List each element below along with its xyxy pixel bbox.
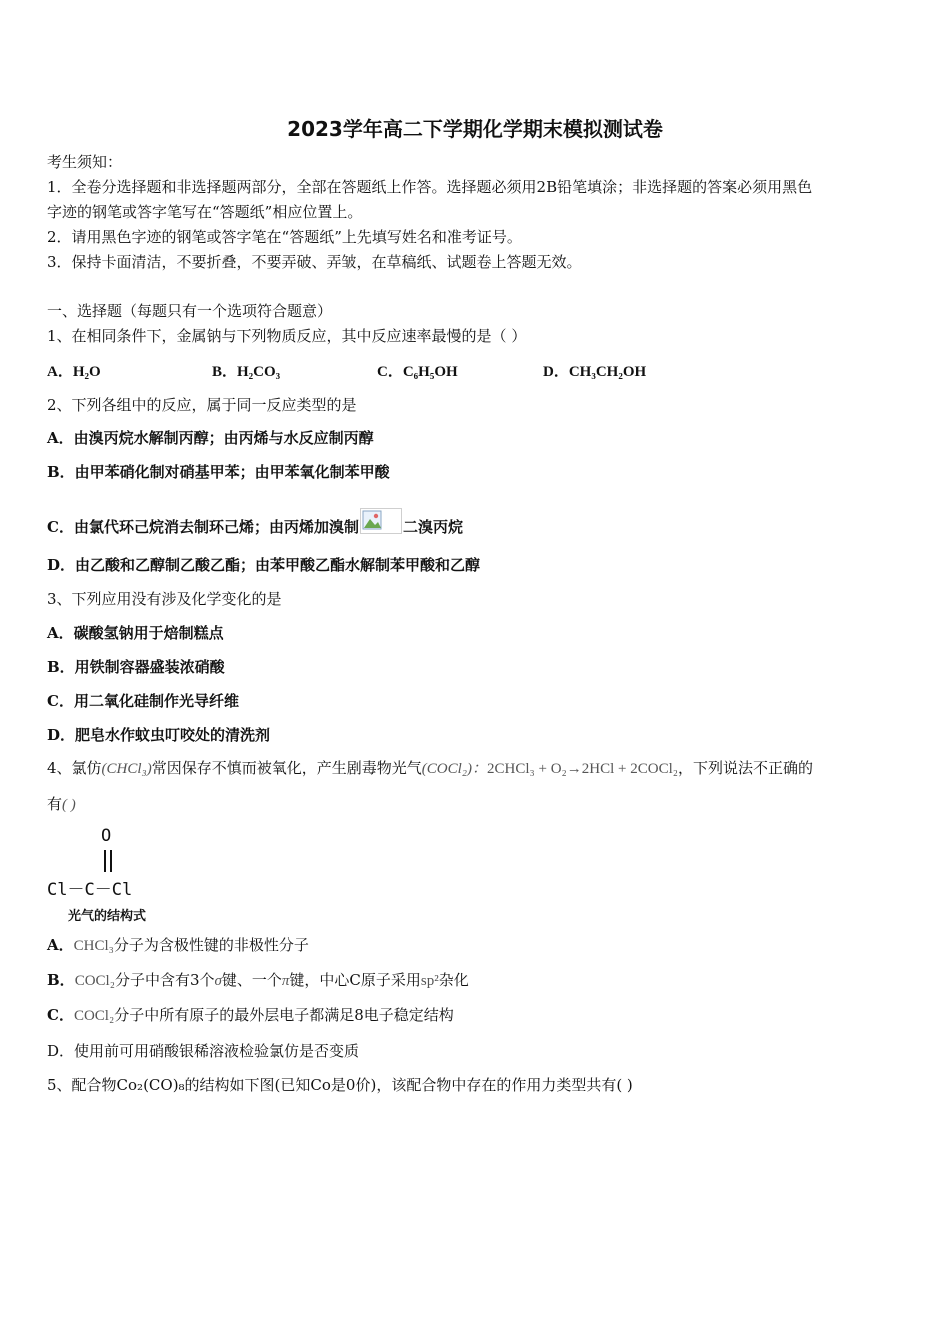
q1-option-b: B．H₂CO₃ — [212, 364, 281, 380]
q4-stem — [47, 758, 813, 779]
q4-chcl3-formula: (CHCl₃) — [101, 761, 152, 777]
phosgene-double-bond-2 — [110, 850, 112, 872]
q4-option-a-label: A． — [47, 936, 74, 954]
sigma-symbol: σ — [214, 973, 222, 989]
page-title: 2023学年高二下学期化学期末模拟测试卷 — [287, 117, 663, 141]
notice-item-3: 3．保持卡面清洁，不要折叠，不要弄破、弄皱，在草稿纸、试题卷上答题无效。 — [47, 253, 582, 271]
q4-answer-paren: ( ) — [62, 797, 76, 813]
q2-option-b: B．由甲苯硝化制对硝基甲苯；由甲苯氧化制苯甲酸 — [47, 463, 390, 481]
q4-equation: 2CHCl₃ + O₂→2HCl + 2COCl₂ — [487, 761, 678, 777]
q2-stem: 2、下列各组中的反应，属于同一反应类型的是 — [47, 396, 357, 414]
q4-stem-text-2: 常因保存不慎而被氧化，产生剧毒物光气 — [151, 759, 422, 777]
q4-cocl2-formula: (COCl₂)： — [421, 761, 487, 777]
q1-option-c: C．C₆H₅OH — [377, 364, 458, 380]
q4-option-b-text-4: 杂化 — [438, 971, 469, 989]
notice-item-2: 2．请用黑色字迹的钢笔或答字笔在“答题纸”上先填写姓名和准考证号。 — [47, 228, 522, 246]
q4-option-b-formula: COCl₂ — [74, 973, 115, 989]
q3-option-d: D．肥皂水作蚊虫叮咬处的清洗剂 — [47, 726, 271, 744]
notice-item-1: 1．全卷分选择题和非选择题两部分，全部在答题纸上作答。选择题必须用2B铅笔填涂；非选择题的答案必须用黑色 — [47, 178, 813, 196]
broken-image-icon — [360, 508, 402, 534]
q4-option-b — [47, 970, 469, 991]
notice-item-1-cont: 字迹的钢笔或答字笔写在“答题纸”相应位置上。 — [47, 203, 363, 221]
q2-option-a: A．由溴丙烷水解制丙醇；由丙烯与水反应制丙醇 — [47, 429, 374, 447]
q4-stem-text-4: 有 — [47, 795, 63, 813]
q1-option-a: A．H₂O — [47, 364, 101, 380]
q1-option-d: D．CH₃CH₂OH — [543, 364, 647, 380]
q4-stem-cont — [47, 794, 76, 815]
q4-stem-text-3: ，下列说法不正确的 — [677, 759, 813, 777]
notice-heading: 考生须知： — [47, 153, 123, 171]
q2-option-c-text-1: C．由氯代环己烷消去制环己烯；由丙烯加溴制 — [47, 518, 359, 536]
q4-option-a-formula: CHCl₃ — [73, 938, 114, 954]
q2-option-d: D．由乙酸和乙醇制乙酸乙酯；由苯甲酸乙酯水解制苯甲酸和乙醇 — [47, 556, 481, 574]
q4-option-c — [47, 1005, 454, 1026]
q4-option-b-text-3: 键，中心C原子采用 — [289, 971, 421, 989]
pi-symbol: π — [281, 973, 290, 989]
q4-stem-text-1: 4、氯仿 — [47, 759, 102, 777]
q2-option-c-text-2: 二溴丙烷 — [402, 518, 463, 536]
q3-option-c: C．用二氧化硅制作光导纤维 — [47, 692, 239, 710]
q5-stem: 5、配合物Co₂(CO)₈的结构如下图(已知Co是0价)，该配合物中存在的作用力类型共有( ) — [47, 1076, 633, 1094]
sp2-symbol: sp² — [420, 973, 439, 989]
q1-options — [47, 360, 927, 382]
q4-option-c-label: C． — [47, 1006, 74, 1024]
q3-option-a: A．碳酸氢钠用于焙制糕点 — [47, 624, 224, 642]
section-heading: 一、选择题（每题只有一个选项符合题意） — [47, 302, 333, 320]
phosgene-chain: Cl－C－Cl — [47, 880, 133, 900]
q4-option-b-text-2: 键、一个 — [221, 971, 282, 989]
q3-option-b: B．用铁制容器盛装浓硝酸 — [47, 658, 225, 676]
q4-option-a — [47, 935, 309, 956]
q4-option-c-text: 分子中所有原子的最外层电子都满足8电子稳定结构 — [114, 1006, 454, 1024]
q4-option-c-formula: COCl₂ — [73, 1008, 115, 1024]
q3-stem: 3、下列应用没有涉及化学变化的是 — [47, 590, 282, 608]
q4-option-a-text: 分子为含极性键的非极性分子 — [113, 936, 309, 954]
q4-option-d: D．使用前可用硝酸银稀溶液检验氯仿是否变质 — [47, 1042, 360, 1060]
phosgene-caption: 光气的结构式 — [68, 909, 147, 924]
q1-stem: 1、在相同条件下，金属钠与下列物质反应，其中反应速率最慢的是（ ） — [47, 327, 527, 345]
q4-option-b-label: B． — [47, 971, 75, 989]
phosgene-double-bond — [104, 850, 106, 872]
phosgene-oxygen: O — [101, 826, 112, 846]
q4-option-b-text-1: 分子中含有3个 — [114, 971, 215, 989]
q2-option-c — [47, 508, 463, 537]
